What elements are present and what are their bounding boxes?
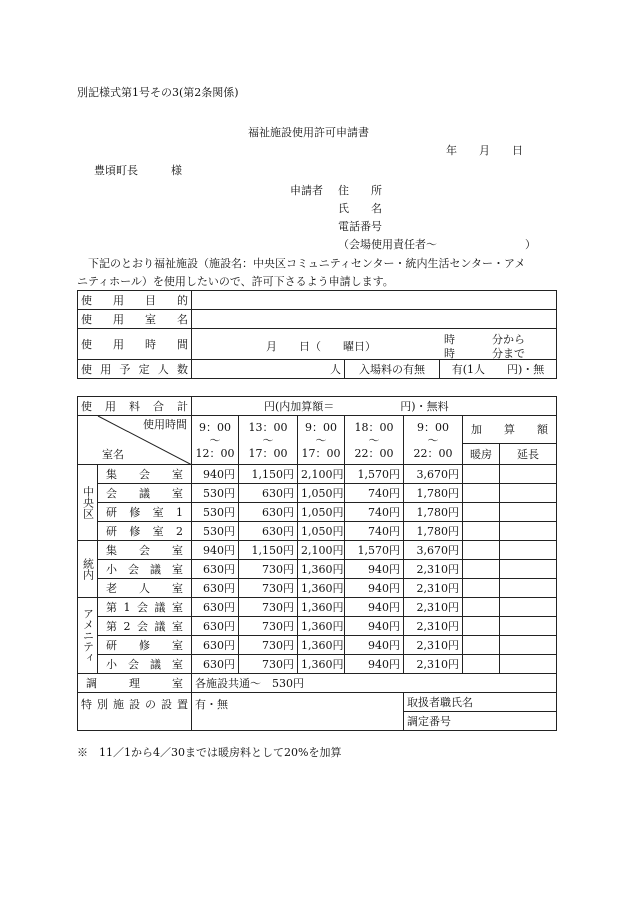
people-field[interactable] [192,360,345,379]
fee-cell: 730円 [239,560,298,579]
form-label: 別記様式第1号その3(第2条関係) [77,86,239,99]
fee-cell: 2,310円 [404,579,463,598]
room-name: 会議室 [98,484,192,503]
fee-cell: 730円 [239,598,298,617]
purpose-field[interactable] [192,291,557,310]
applicant-label: 申請者 [290,184,323,197]
slot-3-sep: ～ [315,433,327,447]
heating-fee-cell[interactable] [463,522,500,541]
fee-cell: 740円 [345,522,404,541]
room-name: 第1会議室 [98,598,192,617]
slot-1-sep: ～ [209,433,221,447]
fee-cell: 1,360円 [298,560,345,579]
heating-fee-cell[interactable] [463,579,500,598]
fee-row [78,617,557,636]
special-facility-label: 特別施設の設置 [78,693,192,731]
time-from-hour: 時 [444,333,455,346]
fee-cell: 630円 [239,484,298,503]
fee-cell: 730円 [239,579,298,598]
extension-fee-cell[interactable] [500,598,557,617]
fee-cell: 2,310円 [404,617,463,636]
fee-cell: 740円 [345,503,404,522]
fee-cell: 3,670円 [404,465,463,484]
heating-fee-cell[interactable] [463,465,500,484]
fee-cell: 940円 [345,598,404,617]
fee-cell: 630円 [192,579,239,598]
slot-1-start: 9：00 [199,420,231,434]
room-name: 小会議室 [98,655,192,674]
room-name: 研修室2 [98,522,192,541]
fee-cell: 1,360円 [298,636,345,655]
facility-group-label: アメニティ [78,598,98,674]
header-time-label: 使用時間 [143,418,187,431]
applicant-responsible: （会場使用責任者～ ） [338,238,536,251]
slot-5-start: 9：00 [417,420,449,434]
cooking-value: 各施設共通～ 530円 [192,674,557,693]
fee-cell: 1,360円 [298,598,345,617]
fee-cell: 1,050円 [298,522,345,541]
fee-cell: 940円 [192,465,239,484]
fee-row [78,484,557,503]
slot-3-end: 17：00 [301,446,341,460]
slot-5-sep: ～ [427,433,439,447]
fee-cell: 730円 [239,636,298,655]
fee-cell: 2,310円 [404,636,463,655]
heating-fee-cell[interactable] [463,636,500,655]
fee-cell: 2,310円 [404,598,463,617]
heating-label: 暖房 [463,444,500,465]
fee-cell: 2,310円 [404,560,463,579]
fee-row [78,503,557,522]
fee-cell: 3,670円 [404,541,463,560]
fee-cell: 940円 [345,579,404,598]
adjustment-number-field[interactable]: 調定番号 [404,712,557,731]
special-facility-value[interactable]: 有・無 [192,693,404,731]
extension-fee-cell[interactable] [500,484,557,503]
fee-cell: 630円 [192,598,239,617]
room-name: 研修室1 [98,503,192,522]
time-slot-2 [239,416,298,465]
time-slot-3 [298,416,345,465]
applicant-address-label: 住 所 [338,184,382,197]
footnote: ※ 11／1から4／30までは暖房料として20%を加算 [77,746,342,759]
fee-cell: 1,570円 [345,541,404,560]
extension-fee-cell[interactable] [500,636,557,655]
time-slot-4 [345,416,404,465]
fee-cell: 630円 [239,503,298,522]
total-fee-value[interactable]: 円(内加算額＝ 円)・無料 [192,397,557,416]
admission-label: 入場料の有無 [345,360,440,379]
handler-name-field[interactable]: 取扱者職氏名 [404,693,557,712]
fee-rows [78,465,557,674]
room-name: 集会室 [98,541,192,560]
fee-cell: 740円 [345,484,404,503]
room-name: 小会議室 [98,560,192,579]
fee-cell: 630円 [192,617,239,636]
fee-cell: 940円 [345,617,404,636]
application-table [77,290,557,379]
intro-text-line2: ニティホール）を使用したいので、許可下さるよう申請します。 [77,275,394,288]
facility-group-label: 中央区 [78,465,98,541]
fee-row [78,636,557,655]
fee-cell: 630円 [192,636,239,655]
cooking-label: 調理室 [78,674,192,693]
header-room-label: 室名 [102,448,124,461]
slot-2-start: 13：00 [248,420,288,434]
time-slot-5 [404,416,463,465]
people-unit: 人 [330,363,341,376]
fee-cell: 730円 [239,617,298,636]
fee-row [78,560,557,579]
fee-cell: 940円 [192,541,239,560]
extension-fee-cell[interactable] [500,579,557,598]
heating-fee-cell[interactable] [463,598,500,617]
slot-4-start: 18：00 [354,420,394,434]
page-title: 福祉施設使用許可申請書 [248,126,369,139]
slot-2-end: 17：00 [248,446,288,460]
purpose-label: 使用目的 [78,291,192,310]
fee-cell: 630円 [239,522,298,541]
time-slot-1 [192,416,239,465]
heating-fee-cell[interactable] [463,484,500,503]
time-to-hour: 時 [444,347,455,360]
slot-4-end: 22：00 [354,446,394,460]
fee-row [78,579,557,598]
heating-fee-cell[interactable] [463,560,500,579]
people-label: 使用予定人数 [78,360,192,379]
date-line: 年 月 日 [446,144,523,157]
room-name: 集会室 [98,465,192,484]
fee-cell: 1,780円 [404,484,463,503]
extension-fee-cell[interactable] [500,522,557,541]
fee-cell: 1,360円 [298,617,345,636]
admission-value[interactable]: 有(1人 円)・無 [440,360,557,379]
fee-cell: 630円 [192,560,239,579]
addressee: 豊頃町長 様 [94,164,182,177]
fee-row [78,598,557,617]
applicant-phone-label: 電話番号 [338,220,382,233]
fee-cell: 2,310円 [404,655,463,674]
heating-fee-cell[interactable] [463,655,500,674]
fee-cell: 530円 [192,503,239,522]
time-from-min: 分から [492,333,525,346]
extension-fee-cell[interactable] [500,503,557,522]
extension-fee-cell[interactable] [500,617,557,636]
heating-fee-cell[interactable] [463,541,500,560]
time-field[interactable] [192,329,557,360]
time-label: 使用時間 [78,329,192,360]
intro-text-line1: 下記のとおり福祉施設（施設名：中央区コミュニティセンター・統内生活センター・アメ [88,257,526,270]
slot-4-sep: ～ [368,433,380,447]
fee-cell: 1,360円 [298,579,345,598]
fee-cell: 2,100円 [298,465,345,484]
fee-row [78,541,557,560]
fee-row [78,465,557,484]
fee-cell: 2,100円 [298,541,345,560]
fee-cell: 1,360円 [298,655,345,674]
surcharge-label: 加算額 [463,416,557,444]
slot-1-end: 12：00 [195,446,235,460]
room-name: 第2会議室 [98,617,192,636]
facility-group-label: 統内 [78,541,98,598]
heating-fee-cell[interactable] [463,503,500,522]
room-name: 老人室 [98,579,192,598]
fee-cell: 1,050円 [298,503,345,522]
fee-cell: 1,570円 [345,465,404,484]
fee-cell: 630円 [192,655,239,674]
fee-cell: 530円 [192,484,239,503]
room-field[interactable] [192,310,557,329]
fee-cell: 1,780円 [404,522,463,541]
slot-2-sep: ～ [262,433,274,447]
extension-fee-cell[interactable] [500,465,557,484]
extension-fee-cell[interactable] [500,655,557,674]
fee-cell: 1,050円 [298,484,345,503]
fee-row [78,655,557,674]
fee-cell: 940円 [345,655,404,674]
fee-cell: 1,150円 [239,465,298,484]
applicant-name-label: 氏 名 [338,202,382,215]
fee-row [78,522,557,541]
fee-table [77,396,557,731]
slot-5-end: 22：00 [413,446,453,460]
fee-cell: 940円 [345,560,404,579]
fee-cell: 530円 [192,522,239,541]
fee-cell: 1,150円 [239,541,298,560]
time-to-min: 分まで [492,347,525,360]
extension-fee-cell[interactable] [500,541,557,560]
room-name: 研修室 [98,636,192,655]
fee-cell: 1,780円 [404,503,463,522]
slot-3-start: 9：00 [305,420,337,434]
room-label: 使用室名 [78,310,192,329]
time-date: 月 日（ 曜日） [266,340,376,353]
heating-fee-cell[interactable] [463,617,500,636]
extension-fee-cell[interactable] [500,560,557,579]
extension-label: 延長 [500,444,557,465]
header-diagonal-cell [78,416,192,465]
total-fee-label: 使用料合計 [78,397,192,416]
fee-cell: 730円 [239,655,298,674]
fee-cell: 940円 [345,636,404,655]
